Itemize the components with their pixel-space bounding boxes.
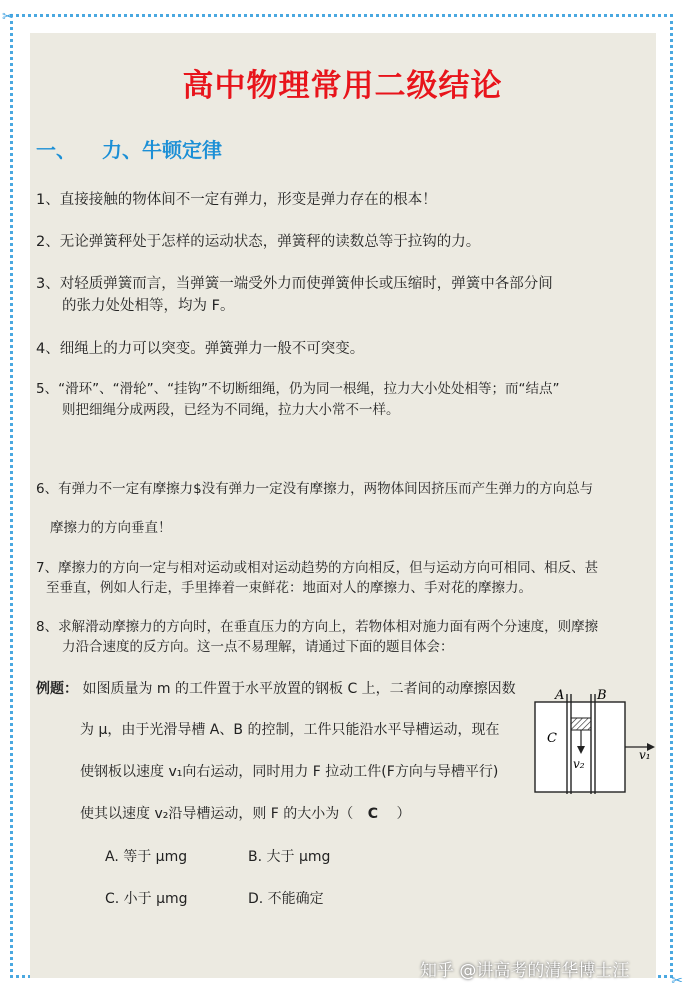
item-line: 则把细绳分成两段，已经为不同绳，拉力大小常不一样。 — [62, 402, 400, 418]
label-b: B — [597, 688, 607, 703]
item-line: 1、直接接触的物体间不一定有弹力，形变是弹力存在的根本！ — [36, 192, 437, 208]
item-line: 5、“滑环”、“滑轮”、“挂钩”不切断细绳，仍为同一根绳，拉力大小处处相等；而“结点” — [36, 381, 560, 397]
section-title: 力、牛顿定律 — [102, 138, 222, 162]
page-title: 高中物理常用二级结论 — [182, 68, 503, 104]
example-question: 使其以速度 v₂沿导槽运动，则 F 的大小为（ — [80, 806, 354, 822]
label-v1: v₁ — [639, 748, 651, 762]
example-line — [36, 678, 516, 700]
workpiece — [571, 718, 591, 730]
label-v2: v₂ — [573, 757, 585, 771]
item-line: 8、求解滑动摩擦力的方向时，在垂直压力的方向上，若物体相对施力面有两个分速度，则摩擦 — [36, 619, 599, 635]
example-line: 使钢板以速度 v₁向右运动，同时用力 F 拉动工件(F方向与导槽平行) — [80, 764, 499, 780]
item-line: 6、有弹力不一定有摩擦力$没有弹力一定没有摩擦力，两物体间因挤压而产生弹力的方向总与 — [36, 481, 594, 497]
item-line: 3、对轻质弹簧而言，当弹簧一端受外力而使弹簧伸长或压缩时，弹簧中各部分间 — [36, 276, 553, 292]
example-text: 如图质量为 m 的工件置于水平放置的钢板 C 上，二者间的动摩擦因数 — [82, 681, 516, 697]
item-line: 的张力处处相等，均为 F。 — [62, 298, 235, 314]
section-heading — [36, 134, 222, 163]
example-line — [80, 803, 411, 825]
item-line: 力沿合速度的反方向。这一点不易理解，请通过下面的题目体会： — [62, 639, 454, 655]
option-d: D. 不能确定 — [248, 891, 324, 907]
physics-figure — [533, 688, 661, 798]
item-line: 7、摩擦力的方向一定与相对运动或相对运动趋势的方向相反，但与运动方向可相同、相反、甚 — [36, 560, 599, 576]
label-c: C — [547, 731, 557, 746]
watermark: 知乎 @讲高考的清华博士汪 — [420, 961, 630, 981]
example-label: 例题： — [36, 681, 78, 697]
label-a: A — [555, 688, 565, 703]
example-line: 为 μ，由于光滑导槽 A、B 的控制，工件只能沿水平导槽运动，现在 — [80, 722, 500, 738]
document-paper — [30, 33, 656, 978]
close-paren: ） — [396, 806, 411, 822]
item-line: 4、细绳上的力可以突变。弹簧弹力一般不可突变。 — [36, 341, 365, 357]
section-number: 一、 — [36, 138, 76, 162]
item-line: 至垂直，例如人行走，手里捧着一束鲜花：地面对人的摩擦力、手对花的摩擦力。 — [46, 580, 532, 596]
option-c: C. 小于 μmg — [105, 891, 188, 907]
scissors-icon: ✂ — [2, 9, 14, 25]
answer: C — [367, 806, 379, 822]
option-b: B. 大于 μmg — [248, 849, 331, 865]
option-a: A. 等于 μmg — [105, 849, 188, 865]
item-line: 2、无论弹簧秤处于怎样的运动状态，弹簧秤的读数总等于拉钩的力。 — [36, 234, 481, 250]
item-line: 摩擦力的方向垂直！ — [50, 520, 172, 536]
scissors-icon: ✂ — [671, 973, 683, 989]
